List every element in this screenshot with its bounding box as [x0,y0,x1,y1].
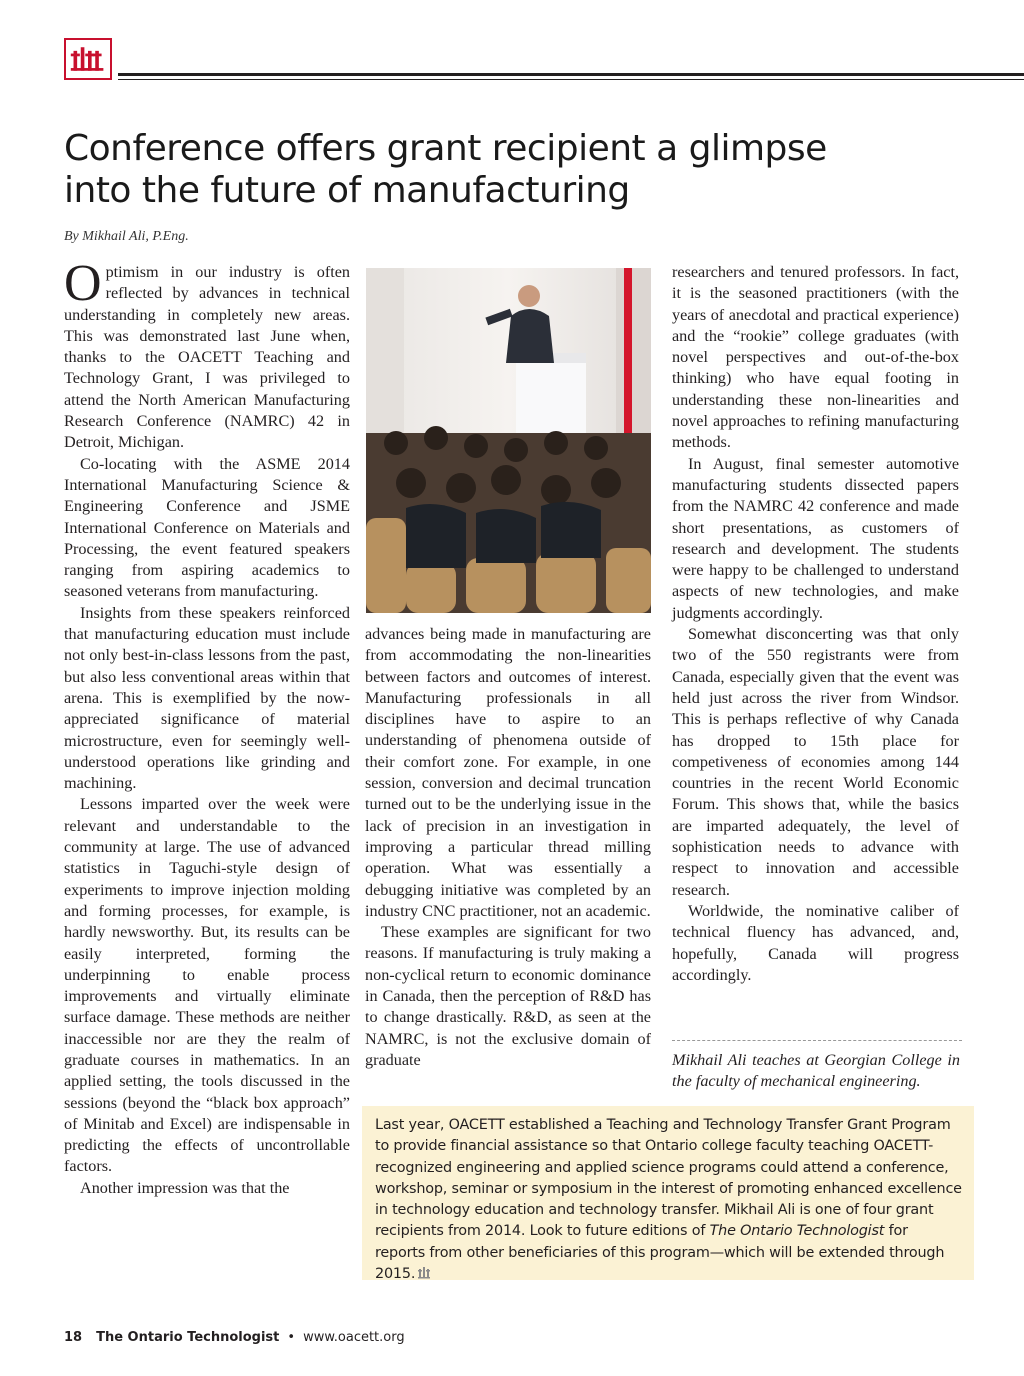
publication-name: The Ontario Technologist [96,1330,280,1345]
tt-logo [64,38,112,80]
page-footer [64,1330,405,1345]
footer-separator: • [287,1330,296,1345]
article-column-2 [365,624,651,1071]
tt-end-mark-icon [417,1266,432,1279]
paragraph: Another impression was that the [80,1178,290,1197]
paragraph: Worldwide, the nominative caliber of technical fluency has advanced, and, hopefully, Canada will progress accordingly. [672,901,959,984]
article-column-3 [672,262,959,986]
paragraph: Insights from these speakers reinforced that manufacturing education must include not only best-in-class lessons from the past, but also less conventional areas within that arena. This is exemplified by the now-appreciated significance of material microstructure, even for seemingly well-understood operations like grinding and machining. [64,603,350,793]
paragraph: Lessons imparted over the week were relevant and understandable to the community at large. The use of advanced statistics in Taguchi-style design of experiments to improve injection molding and forming processes, for example, is hardly newsworthy. But, its results can be easily interpreted, forming the underpinning to enable process improvements and virtually eliminate surface damage. These methods are neither inaccessible nor are they the realm of graduate courses in mathematics. In an applied setting, the tools discussed in the sessions (beyond the “black box approach” of Minitab and Excel) are indispensable in predicting the effects of uncontrollable factors. [64,795,350,1176]
header-rule-thin [118,79,1024,80]
article-title: Conference offers grant recipient a glimpse into the future of manufacturing [64,128,827,211]
header-rule-thick [118,73,1024,76]
paragraph: Optimism in our industry is often reflected by advances in technical understanding in completely new areas. This was demonstrated last June when, thanks to the OACETT Teaching and Technology Grant, I was privileged to attend the North American Manufacturing Research Conference (NAMRC) 42 in Detroit, Michigan. [64,255,350,452]
paragraph: Somewhat disconcerting was that only two of the 550 registrants were from Canada, especially given that the event was held just across the river from Windsor. This is perhaps reflective of why Canada has dropped to 15th place for competiveness of economies among 144 countries in the recent World Economic Forum. This shows that, while the basics are imparted adequately, the level of sophistication needs to advance with respect to innovation and accessible research. [672,625,959,899]
paragraph: Co-locating with the ASME 2014 International Manufacturing Science & Engineering Conference and JSME International Conference on Materials and Processing, the event featured speakers ranging from aspiring academics to seasoned veterans from manufacturing. [64,454,350,601]
website-link[interactable]: www.oacett.org [303,1330,405,1345]
paragraph: In August, final semester automotive manufacturing students dissected papers from the NAMRC 42 conference and made short presentations, as customers of research and development. The students were happy to be challenged to understand aspects of new technologies, and make judgments accordingly. [672,454,959,622]
drop-cap: O [64,255,102,312]
page-number: 18 [64,1330,83,1345]
bio-divider [672,1040,962,1041]
grant-program-callout: Last year, OACETT established a Teaching and Technology Transfer Grant Program to provide financial assistance so that Ontario college faculty teaching OACETT-recognized engineering and applied science programs could attend a conference, workshop, seminar or symposium in the interest of promoting enhanced excellence in technology education and technology transfer. Mikhail Ali is one of four grant recipients from 2014. Look to future editions of The Ontario Technologist for reports from other beneficiaries of this program—which will be extended through 2015. [362,1106,974,1280]
paragraph: advances being made in manufacturing are from accommodating the non-linearities between factors and outcomes of interest. Manufacturing professionals in all disciplines have to aspire to an understanding of phenomena outside of their comfort zone. For example, in one session, conversion and decimal truncation turned out to be the underlying issue in the lack of precision in an investigation in improving a particular thread milling operation. What was essentially a debugging initiative was completed by an industry CNC practitioner, not an academic. [365,625,651,920]
author-bio: Mikhail Ali teaches at Georgian College in the faculty of mechanical engineering. [672,1051,960,1091]
conference-photo [366,268,651,613]
paragraph: These examples are significant for two reasons. If manufacturing is truly making a non-cyclical return to economic dominance in Canada, then the perception of R&D has to change drastically. R&D, as seen at the NAMRC, is not the exclusive domain of graduate [365,923,651,1069]
byline: By Mikhail Ali, P.Eng. [64,229,189,244]
article-column-1 [64,255,350,1199]
tt-logo-icon [66,40,110,78]
paragraph: researchers and tenured professors. In fact, it is the seasoned practitioners (with the years of anecdotal and practical experience) and the “rookie” college graduates (with novel perspectives and out-of-the-box thinking) who have equal footing in understanding these non-linearities and novel approaches to refining manufacturing methods. [672,263,959,452]
